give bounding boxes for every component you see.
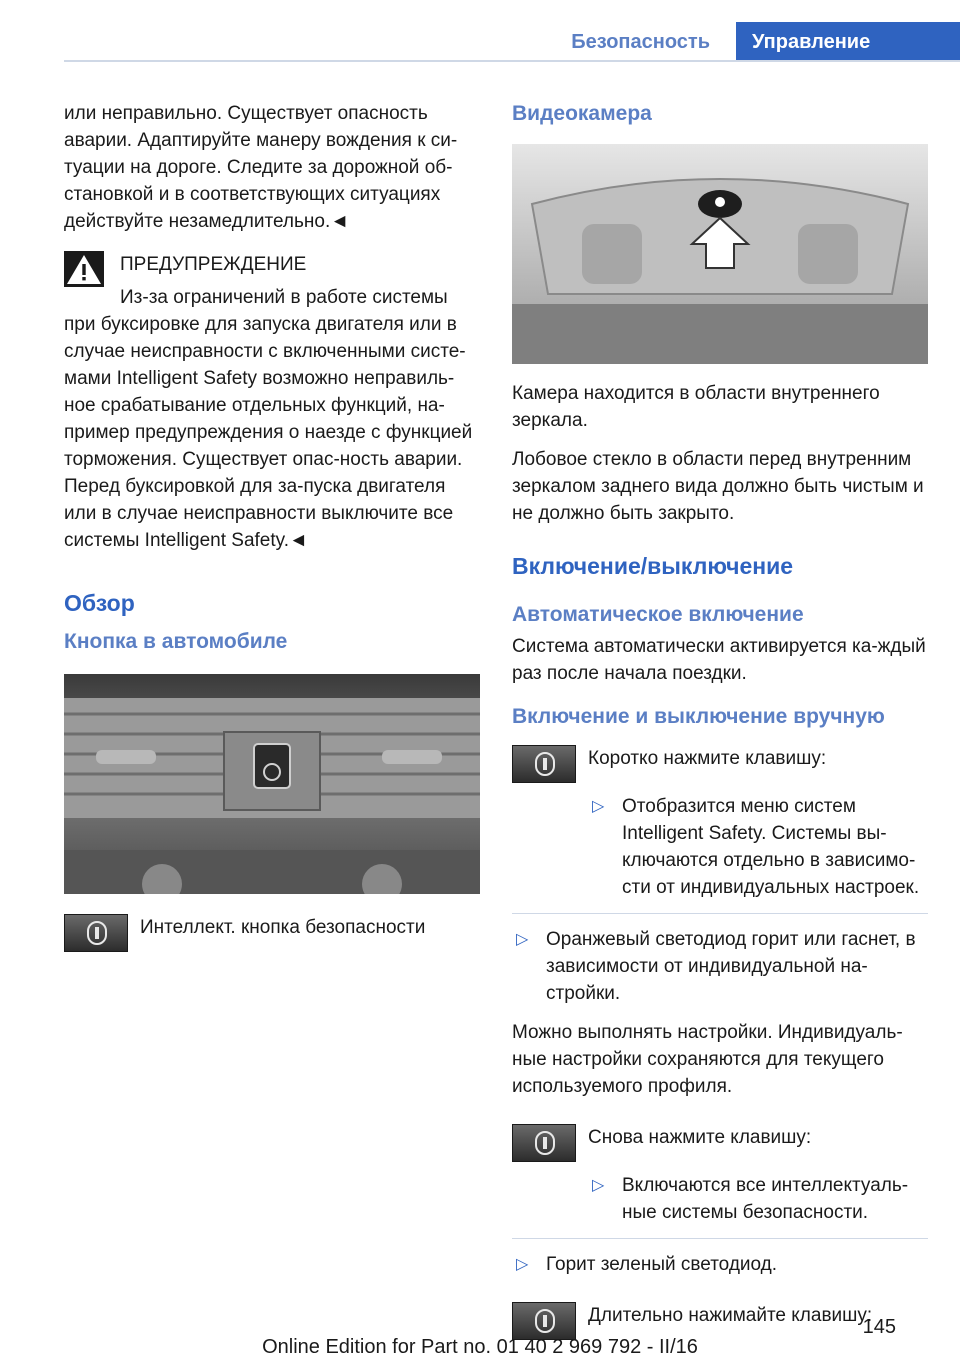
bullet-triangle-icon: ▷: [516, 1256, 529, 1273]
page-number: 145: [862, 1316, 896, 1338]
heading-overview: Обзор: [64, 590, 135, 616]
list-item: ▷ Горит зеленый светодиод.: [512, 1251, 928, 1278]
page-header: [0, 0, 960, 62]
heading-camera: Видеокамера: [512, 102, 652, 125]
list-item: ▷ Оранжевый светодиод горит или гаснет, в зависимости от индивидуальной на-стройки.: [512, 926, 928, 1007]
heading-button-in-car: Кнопка в автомобиле: [64, 630, 288, 653]
intelligent-safety-key-icon: [512, 1124, 576, 1162]
right-column: [512, 100, 928, 1350]
press-short-list: [588, 793, 928, 901]
press-again-list: [588, 1172, 928, 1226]
chapter-tab: Управление: [736, 22, 960, 62]
led-list: [512, 926, 928, 1007]
press-short-text: Коротко нажмите клавишу:: [588, 748, 827, 769]
left-column: [64, 100, 480, 962]
press-again-row: [512, 1120, 928, 1162]
bullet-triangle-icon: ▷: [516, 931, 529, 948]
intelligent-safety-key-icon: [512, 1302, 576, 1340]
list-item: ▷ Включаются все интеллектуаль-ные системы безопасности.: [588, 1172, 928, 1226]
intelligent-safety-key-icon: [512, 745, 576, 783]
windshield-note-text: Лобовое стекло в области перед внутренним зеркалом заднего вида должно быть чистым и не должно быть закрыто.: [512, 449, 924, 524]
intro-paragraph: или неправильно. Существует опасность аварии. Адаптируйте манеру вождения к си-туации на дороге. Следите за дорожной об-становкой и в соответствующих ситуациях действуйте незамедлительно.◄: [64, 103, 458, 232]
edition-line: Online Edition for Part no. 01 40 2 969 792 - II/16: [262, 1336, 698, 1358]
key-caption: Интеллект. кнопка безопасности: [140, 917, 426, 938]
heading-manual-on-off: Включение и выключение вручную: [512, 705, 885, 728]
list-separator: [512, 1238, 928, 1239]
bullet-triangle-icon: ▷: [592, 1177, 605, 1194]
auto-on-text: Система автоматически активируется ка-ждый раз после начала поездки.: [512, 636, 926, 684]
key-caption-row: [64, 910, 480, 952]
press-long-text: Длительно нажимайте клавишу:: [588, 1305, 873, 1326]
heading-auto-on: Автоматическое включение: [512, 603, 804, 626]
list-item: ▷ Отобразится меню систем Intelligent Safety. Системы вы-ключаются отдельно в зависимо-сти от индивидуальных настроек.: [588, 793, 928, 901]
press-again-text: Снова нажмите клавишу:: [588, 1127, 812, 1148]
warning-block: [64, 251, 480, 554]
warning-triangle-icon: [64, 251, 104, 287]
bullet-triangle-icon: ▷: [592, 798, 605, 815]
settings-text: Можно выполнять настройки. Индивидуаль-ные настройки сохраняются для текущего используемого профиля.: [512, 1022, 903, 1097]
heading-on-off: Включение/выключение: [512, 553, 794, 579]
intelligent-safety-key-icon: [64, 914, 128, 952]
warning-text: Из-за ограничений в работе системы при буксировке для запуска двигателя или в случае неисправности с включенными систе-мами Intelligent Safety возможно неправиль-ное срабатывание отдельных функций, на-пример предупреждения о наезде с функцией торможения. Существует опас-ность аварии. Перед буксировкой для за-пуска двигателя или в случае неисправности выключите все системы Intelligent Safety.◄: [64, 287, 473, 551]
green-led-list: [512, 1251, 928, 1278]
section-tab: Безопасность: [571, 31, 710, 53]
dashboard-button-photo: [64, 674, 480, 894]
header-rule: [64, 60, 960, 62]
press-short-row: [512, 741, 928, 783]
list-separator: [512, 913, 928, 914]
warning-title: ПРЕДУПРЕЖДЕНИЕ: [120, 254, 307, 275]
camera-location-text: Камера находится в области внутреннего зеркала.: [512, 383, 880, 431]
windshield-camera-photo: [512, 144, 928, 364]
